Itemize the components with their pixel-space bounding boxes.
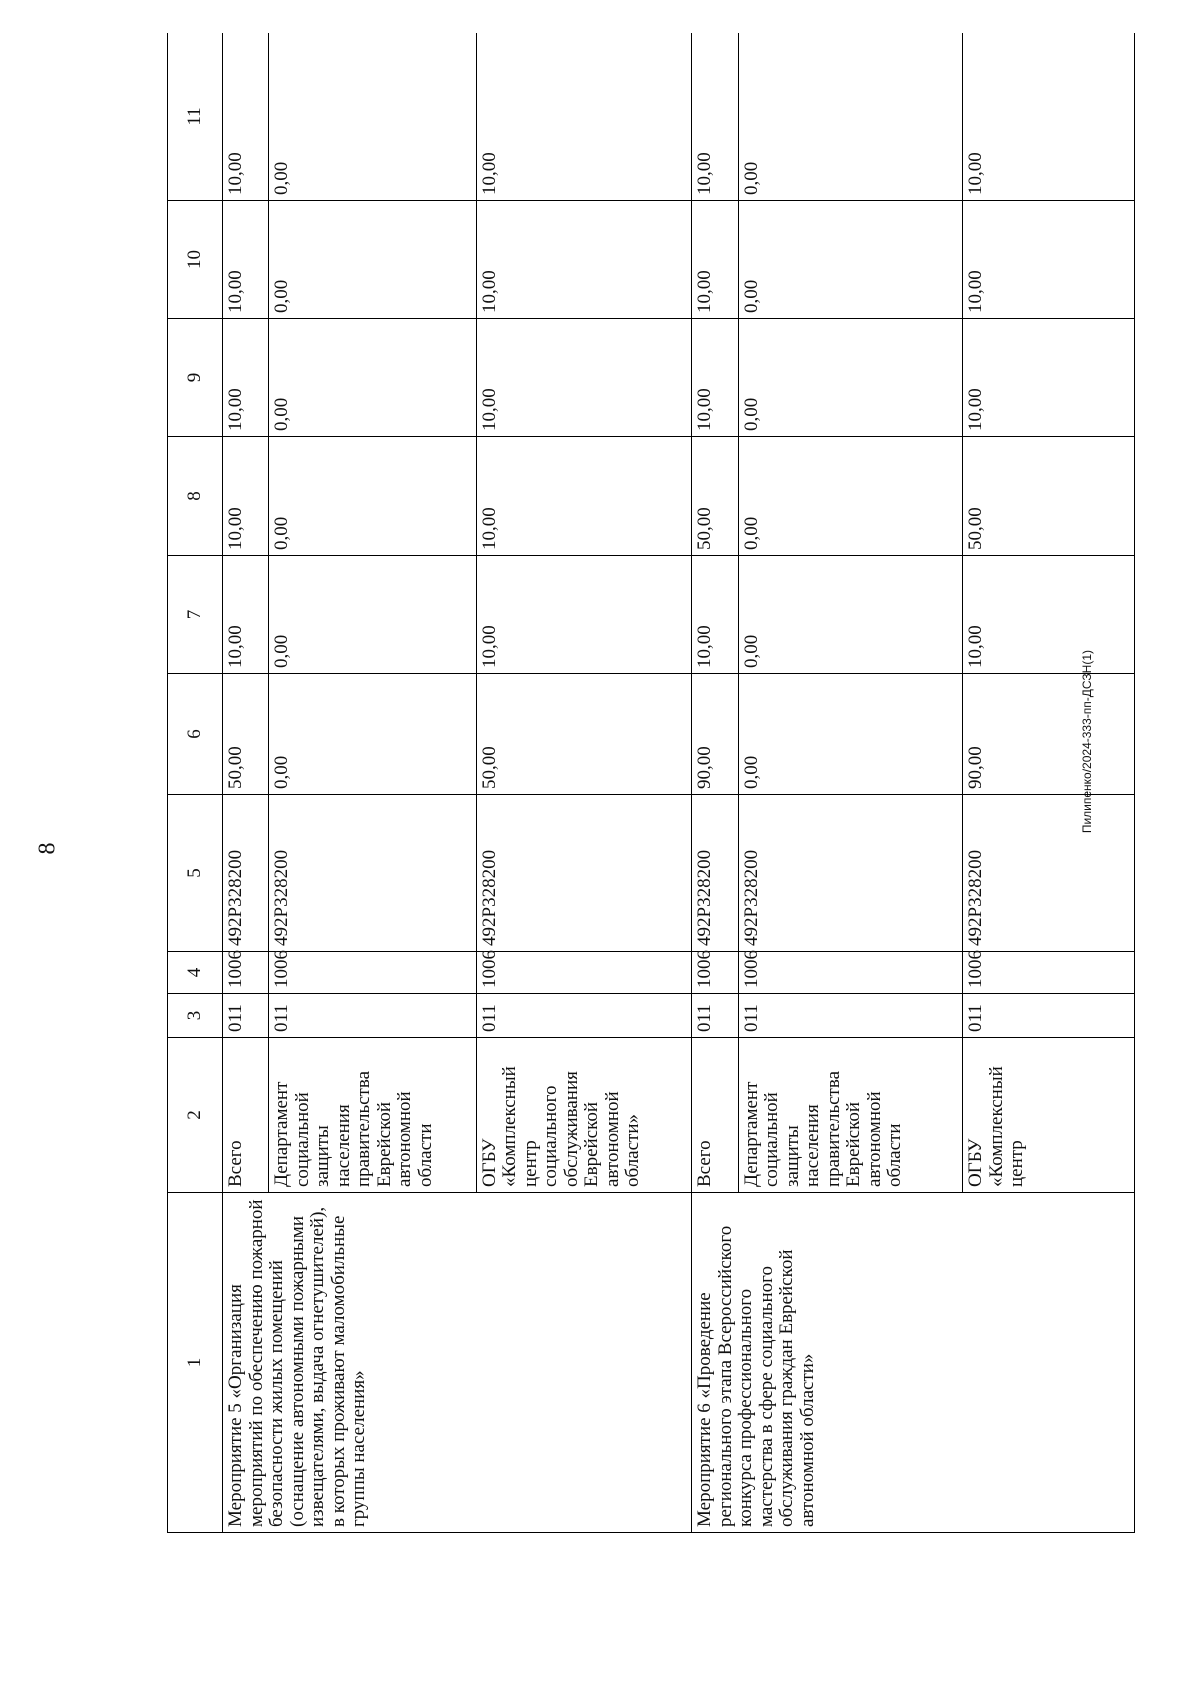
- section-code: 1006: [223, 952, 269, 994]
- grbs-code: 011: [738, 994, 963, 1038]
- column-header: 8: [168, 437, 223, 556]
- section-code: 1006: [476, 952, 692, 994]
- value-cell: 10,00: [223, 556, 269, 674]
- value-cell: 0,00: [738, 674, 963, 795]
- value-cell: 50,00: [476, 674, 692, 795]
- value-cell: 10,00: [963, 556, 1135, 674]
- column-header: 3: [168, 994, 223, 1038]
- grbs-code: 011: [692, 994, 738, 1038]
- executor-cell: Департамент социальной защиты населения правительства Еврейской автономной области: [269, 1038, 476, 1193]
- target-article-code: 492P328200: [269, 795, 476, 952]
- header-row: [168, 33, 223, 1533]
- column-header: 7: [168, 556, 223, 674]
- value-cell: 10,00: [223, 33, 269, 201]
- value-cell: 10,00: [963, 201, 1135, 319]
- executor-cell: ОГБУ «Комплексный центр: [963, 1038, 1135, 1193]
- value-cell: 10,00: [963, 319, 1135, 437]
- budget-table: [167, 33, 1135, 1533]
- value-cell: 10,00: [223, 319, 269, 437]
- column-header: 2: [168, 1038, 223, 1193]
- value-cell: 0,00: [738, 437, 963, 556]
- executor-cell: Всего: [692, 1038, 738, 1193]
- activity-title: Мероприятие 5 «Организация мероприятий по обеспечению пожарной безопасности жилых помещений (оснащение автономными пожарными извещателями, выдача огнетушителей), в которых проживают маломобильные группы населения»: [223, 1193, 692, 1533]
- value-cell: 0,00: [738, 201, 963, 319]
- column-header: 4: [168, 952, 223, 994]
- value-cell: 10,00: [476, 556, 692, 674]
- executor-cell: Департамент социальной защиты населения правительства Еврейской автономной области: [738, 1038, 963, 1193]
- value-cell: 0,00: [269, 674, 476, 795]
- column-header: 9: [168, 319, 223, 437]
- target-article-code: 492P328200: [476, 795, 692, 952]
- value-cell: 10,00: [476, 437, 692, 556]
- value-cell: 50,00: [223, 674, 269, 795]
- value-cell: 10,00: [223, 437, 269, 556]
- column-header: 10: [168, 201, 223, 319]
- value-cell: 90,00: [692, 674, 738, 795]
- document-code: Пилипенко/2024-333-пп-ДСЗН(1): [1080, 650, 1094, 834]
- page-number: 8: [34, 842, 61, 855]
- executor-cell: Всего: [223, 1038, 269, 1193]
- target-article-code: 492P328200: [223, 795, 269, 952]
- value-cell: 10,00: [963, 33, 1135, 201]
- column-header: 11: [168, 33, 223, 201]
- executor-cell: ОГБУ «Комплексный центр социального обслуживания Еврейской автономной области»: [476, 1038, 692, 1193]
- value-cell: 10,00: [476, 201, 692, 319]
- value-cell: 0,00: [738, 556, 963, 674]
- target-article-code: 492P328200: [738, 795, 963, 952]
- grbs-code: 011: [476, 994, 692, 1038]
- value-cell: 10,00: [223, 201, 269, 319]
- budget-table-container: [167, 33, 1135, 1533]
- section-code: 1006: [963, 952, 1135, 994]
- value-cell: 10,00: [692, 201, 738, 319]
- value-cell: 10,00: [476, 33, 692, 201]
- value-cell: 0,00: [269, 437, 476, 556]
- section-code: 1006: [269, 952, 476, 994]
- value-cell: 0,00: [738, 319, 963, 437]
- grbs-code: 011: [223, 994, 269, 1038]
- grbs-code: 011: [269, 994, 476, 1038]
- section-code: 1006: [738, 952, 963, 994]
- value-cell: 0,00: [269, 33, 476, 201]
- column-header: 6: [168, 674, 223, 795]
- value-cell: 0,00: [269, 201, 476, 319]
- value-cell: 10,00: [692, 556, 738, 674]
- section-code: 1006: [692, 952, 738, 994]
- table-row: [223, 33, 269, 1533]
- table-row: [692, 33, 738, 1533]
- value-cell: 10,00: [476, 319, 692, 437]
- activity-title: Мероприятие 6 «Проведение регионального этапа Всероссийского конкурса профессионального мастерства в сфере социального обслуживания граждан Еврейской автономной области»: [692, 1193, 1135, 1533]
- value-cell: 10,00: [692, 319, 738, 437]
- target-article-code: 492P328200: [692, 795, 738, 952]
- value-cell: 90,00: [963, 674, 1135, 795]
- value-cell: 0,00: [269, 319, 476, 437]
- value-cell: 50,00: [692, 437, 738, 556]
- value-cell: 10,00: [692, 33, 738, 201]
- column-header: 5: [168, 795, 223, 952]
- grbs-code: 011: [963, 994, 1135, 1038]
- column-header: 1: [168, 1193, 223, 1533]
- value-cell: 50,00: [963, 437, 1135, 556]
- value-cell: 0,00: [269, 556, 476, 674]
- value-cell: 0,00: [738, 33, 963, 201]
- target-article-code: 492P328200: [963, 795, 1135, 952]
